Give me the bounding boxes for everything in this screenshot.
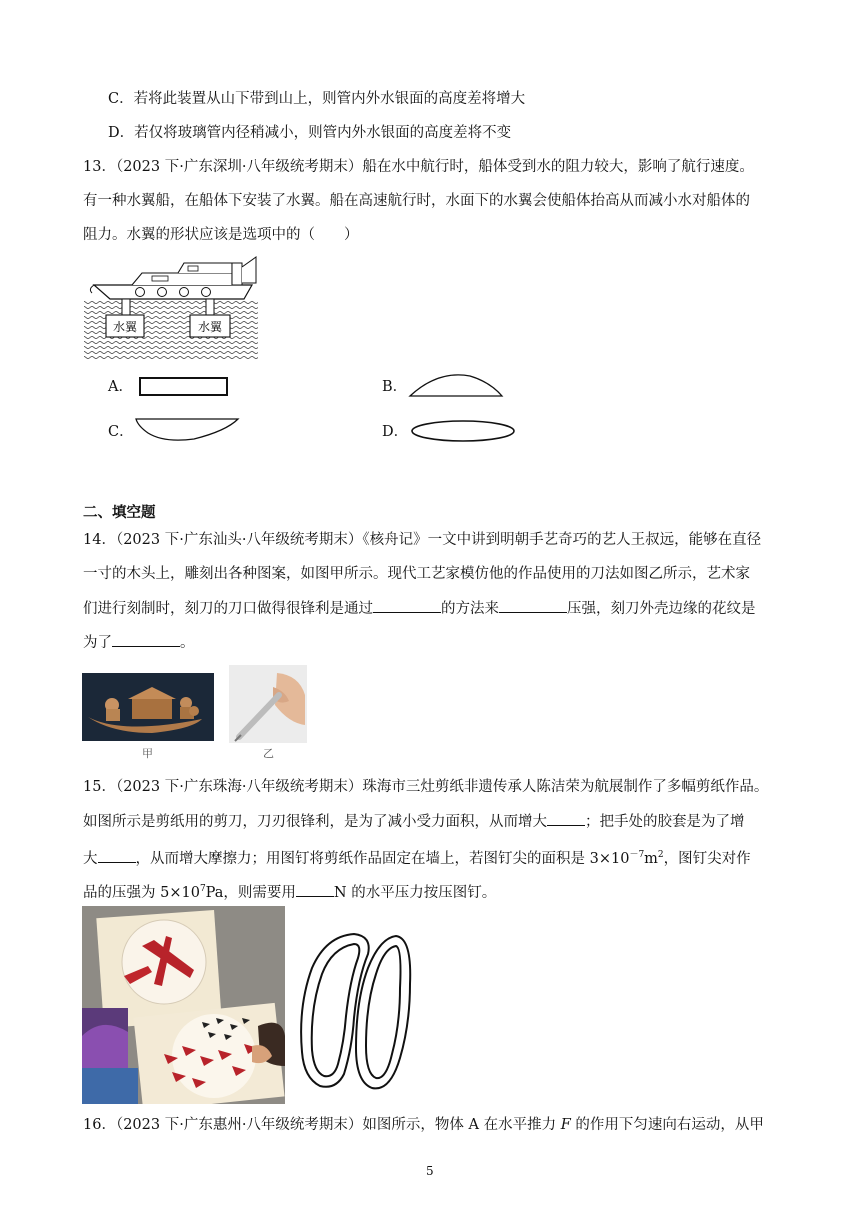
hydrofoil-boat-diagram [82, 255, 260, 360]
q12-option-d: D．若仅将玻璃管内径稍减小，则管内外水银面的高度差将不变 [108, 125, 512, 141]
q16-force-symbol: F [560, 1117, 571, 1133]
section-title-fill-in: 二、填空题 [83, 504, 156, 521]
hydrofoil-label-left: 水翼 [112, 320, 138, 334]
q14-line4-part-b: 。 [180, 635, 195, 651]
q16-text-line1 [83, 1115, 764, 1135]
q15-line4-part-b: Pa，则需要用 [205, 884, 296, 901]
q14-text-line2: 一寸的木头上，雕刻出各种图案，如图甲所示。现代工艺家模仿他的作品使用的刀法如图乙所示，艺术家 [83, 566, 750, 582]
hydrofoil-label-right: 水翼 [197, 320, 223, 334]
q15-exponent-3: 7 [199, 884, 206, 894]
q13-option-a-shape [139, 377, 229, 397]
papercut-artworks-photo [82, 906, 285, 1104]
q15-line3-part-b: ，从而增大摩擦力；用图钉将剪纸作品固定在墙上，若图钉尖的面积是 3×10 [135, 850, 630, 867]
q15-exponent-2: 2 [657, 850, 664, 860]
q15-exponent-1: －7 [629, 850, 645, 860]
q13-option-b-label: B． [382, 379, 408, 395]
q14-blank-3[interactable] [112, 632, 180, 647]
caption-yi: 乙 [263, 747, 274, 760]
carved-boat-photo [82, 673, 214, 741]
q13-text-line1: 13．（2023 下·广东深圳·八年级统考期末）船在水中航行时，船体受到水的阻力较大，影响了航行速度。 [83, 159, 754, 175]
q15-text-line1: 15．（2023 下·广东珠海·八年级统考期末）珠海市三灶剪纸非遗传承人陈洁荣为航展制作了多幅剪纸作品。 [83, 779, 769, 795]
q15-line4-part-a: 品的压强为 5×10 [83, 884, 200, 901]
q14-blank-1[interactable] [373, 598, 441, 613]
q13-option-c-label: C． [108, 424, 134, 440]
q15-blank-3[interactable] [296, 882, 334, 897]
caption-jia: 甲 [142, 747, 153, 760]
page-number: 5 [426, 1164, 434, 1178]
q15-line3-part-c: m [644, 850, 658, 867]
q15-line3-part-a: 大 [83, 850, 98, 867]
carving-knife-photo [229, 665, 307, 743]
q14-text-line3 [83, 598, 756, 619]
q13-option-c-shape [134, 417, 240, 443]
q15-text-line3 [83, 845, 751, 869]
q13-text-line3: 阻力。水翼的形状应该是选项中的（ ） [83, 227, 359, 243]
q15-text-line4 [83, 879, 496, 903]
q15-blank-2[interactable] [98, 848, 136, 863]
q15-line2-part-b: ；把手处的胶套是为了增 [585, 814, 745, 830]
q15-line2-part-a: 如图所示是剪纸用的剪刀，刀刃很锋利，是为了减小受力面积，从而增大 [83, 814, 547, 830]
scissor-handle-grips-diagram [296, 928, 414, 1098]
q15-blank-1[interactable] [547, 811, 585, 826]
q16-line1-part-b: 的作用下匀速向右运动，从甲 [570, 1117, 764, 1133]
q13-option-b-shape [408, 372, 504, 398]
q14-line3-part-b: 的方法来 [441, 601, 499, 617]
q14-text-line1: 14．（2023 下·广东汕头·八年级统考期末）《核舟记》一文中讲到明朝手艺奇巧的艺人王叔远，能够在直径 [83, 532, 762, 548]
q15-text-line2 [83, 811, 745, 832]
q14-blank-2[interactable] [499, 598, 567, 613]
q14-text-line4 [83, 632, 195, 653]
q14-line3-part-a: 们进行刻制时，刻刀的刀口做得很锋利是通过 [83, 601, 373, 617]
q15-line3-part-d: ，图钉尖对作 [663, 850, 751, 867]
q14-line3-part-c: 压强，刻刀外壳边缘的花纹是 [567, 601, 756, 617]
q13-text-line2: 有一种水翼船，在船体下安装了水翼。船在高速航行时，水面下的水翼会使船体抬高从而减小水对船体的 [83, 193, 750, 209]
q13-option-d-shape [410, 419, 516, 443]
q12-option-c: C．若将此装置从山下带到山上，则管内外水银面的高度差将增大 [108, 91, 526, 107]
q15-line4-part-c: N 的水平压力按压图钉。 [333, 884, 497, 901]
q13-option-a-label: A． [108, 379, 133, 395]
q14-line4-part-a: 为了 [83, 635, 112, 651]
q13-option-d-label: D． [382, 424, 409, 440]
q16-line1-part-a: 16．（2023 下·广东惠州·八年级统考期末）如图所示，物体 A 在水平推力 [83, 1117, 561, 1133]
